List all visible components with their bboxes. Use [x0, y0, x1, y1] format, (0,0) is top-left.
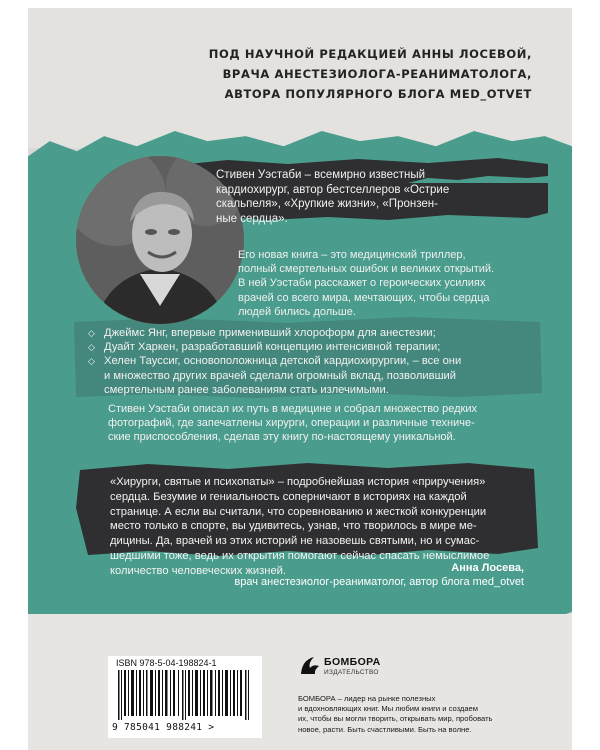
list-item-text: смертельным ранее заболеваниям стать излечимыми. [104, 383, 389, 396]
list-item-text: Хелен Тауссиг, основоположница детской кардиохирургии, – все они [104, 355, 462, 368]
publisher-name: БОМБОРА [324, 656, 381, 668]
intro-line: полный смертельных ошибок и великих открытий. [238, 263, 495, 276]
diamond-bullet-icon: ◇ [88, 356, 95, 367]
description-line: фотографий, где запечатлены хирурги, операции и различные техниче- [108, 417, 475, 430]
editor-note-line: ВРАЧА АНЕСТЕЗИОЛОГА-РЕАНИМАТОЛОГА, [222, 67, 532, 81]
list-item-text: Джеймс Янг, впервые применивший хлороформ для анестезии; [104, 327, 436, 339]
quote-line: «Хирурги, святые и психопаты» – подробнейшая история «приручения» [110, 476, 486, 488]
book-back-cover [28, 8, 572, 750]
editor-note-line: АВТОРА ПОПУЛЯРНОГО БЛОГА MED_OTVET [224, 87, 532, 101]
publisher-blurb [298, 694, 508, 735]
list-item [88, 354, 538, 397]
isbn-barcode [108, 656, 262, 738]
bombora-wave-logo-icon [298, 654, 322, 678]
quote-line: количество человеческих жизней. [110, 564, 287, 577]
bio-line: кардиохирург, автор бестселлеров «Острие [216, 183, 450, 196]
publisher-blurb-line: новое, расти. Быть счастливыми. Быть на волне. [298, 724, 472, 734]
publisher-blurb-line: их, чтобы вы могли творить, открывать мир, пробовать [298, 714, 493, 724]
doctor-list [88, 326, 538, 397]
list-item [88, 326, 538, 340]
list-item-text: Дуайт Харкен, разработавший концепцию интенсивной терапии; [104, 341, 441, 354]
intro-line: людей бились дольше. [238, 305, 356, 318]
editor-note-line: ПОД НАУЧНОЙ РЕДАКЦИЕЙ АННЫ ЛОСЕВОЙ, [208, 47, 532, 61]
list-item [88, 340, 538, 354]
barcode-digits: 9 785041 988241 > [112, 722, 215, 733]
book-description [108, 402, 528, 445]
bio-line: Стивен Уэстаби – всемирно известный [216, 169, 426, 181]
author-bio [216, 168, 516, 226]
description-line: ские приспособления, сделав эту книгу по-настоящему уникальной. [108, 431, 456, 444]
bio-line: скальпеля», «Хрупкие жизни», «Пронзен- [216, 198, 438, 211]
diamond-bullet-icon: ◇ [88, 328, 95, 338]
description-line: Стивен Уэстаби описал их путь в медицине и собрал множество редких [108, 403, 477, 415]
barcode-icon [116, 670, 254, 720]
diamond-bullet-icon: ◇ [88, 342, 95, 353]
quote-line: сердца. Безумие и гениальность соперничают в историях на каждой [110, 490, 467, 503]
quote-line: место только в спорте, вы удивитесь, узнав, что творилось в мире ме- [110, 520, 477, 533]
quote-line: странице. А если вы считали, что соревнованию и жесткой конкуренции [110, 505, 487, 518]
bio-line: ные сердца». [216, 212, 288, 225]
publisher-subtitle: ИЗДАТЕЛЬСТВО [324, 669, 379, 676]
intro-line: В ней Уэстаби расскажет о героических усилиях [238, 277, 486, 290]
list-item-text: и множество других врачей сделали огромный вклад, позволивший [104, 369, 457, 382]
intro-line: врачей со всего мира, мечтающих, чтобы сердца [238, 291, 490, 304]
publisher-blurb-line: БОМБОРА – лидер на рынке полезных [298, 694, 436, 703]
quote-line: дицины. Да, врачей из этих историй не назовешь святыми, но и сумас- [110, 535, 480, 548]
publisher-blurb-line: и вдохновляющих книг. Мы любим книги и создаем [298, 704, 479, 714]
quote-line: шедшими тоже, ведь их открытия помогают сейчас спасать немыслимое [110, 549, 490, 562]
quote-author-name: Анна Лосева, [451, 562, 524, 574]
book-intro [238, 248, 528, 319]
intro-line: Его новая книга – это медицинский триллер, [238, 249, 466, 261]
isbn-number: ISBN 978-5-04-198824-1 [116, 658, 217, 668]
quote-author-role: врач анестезиолог-реаниматолог, автор блога med_otvet [234, 576, 524, 588]
